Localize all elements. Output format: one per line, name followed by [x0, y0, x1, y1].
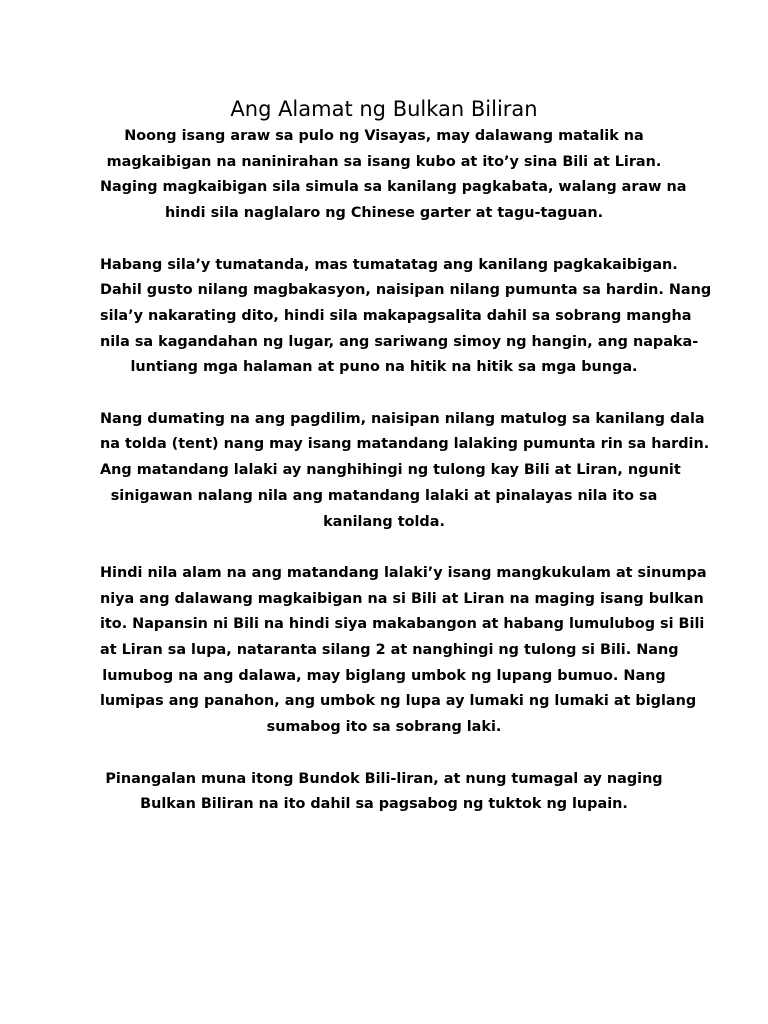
text-line: hindi sila naglalaro ng Chinese garter at tagu-taguan. [164, 205, 604, 222]
page-title: Ang Alamat ng Bulkan Biliran [230, 97, 538, 121]
text-line: Habang sila’y tumatanda, mas tumatatag ang kanilang pagkakaibigan. [100, 256, 678, 273]
text-line: lumubog na ang dalawa, may biglang umbok ng lupang bumuo. Nang [102, 667, 666, 684]
text-line: nila sa kagandahan ng lugar, ang sariwang simoy ng hangin, ang napaka- [100, 333, 699, 350]
paragraph-spacer [100, 741, 668, 767]
text-line: ito. Napansin ni Bili na hindi siya makabangon at habang lumulubog si Bili [100, 616, 705, 633]
paragraph-spacer [100, 381, 668, 407]
text-line: na tolda (tent) nang may isang matandang lalaking pumunta rin sa hardin. [100, 436, 710, 453]
text-line: lumipas ang panahon, ang umbok ng lupa ay lumaki ng lumaki at biglang [100, 693, 697, 710]
text-line: Noong isang araw sa pulo ng Visayas, may dalawang matalik na [124, 128, 644, 144]
paragraph-1 [100, 124, 687, 227]
text-line: Bulkan Biliran na ito dahil sa pagsabog ng tuktok ng lupain. [140, 796, 628, 813]
paragraph-2 [100, 253, 712, 382]
paragraph-5 [100, 767, 668, 818]
text-line: Naging magkaibigan sila simula sa kanilang pagkabata, walang araw na [100, 179, 687, 196]
text-line: Hindi nila alam na ang matandang lalaki’y isang mangkukulam at sinumpa [100, 564, 707, 581]
paragraph-4 [100, 561, 707, 741]
text-line: Ang matandang lalaki ay nanghihingi ng tulong kay Bili at Liran, ngunit [100, 462, 681, 479]
text-line: sumabog ito sa sobrang laki. [266, 719, 502, 736]
text-line: luntiang mga halaman at puno na hitik na hitik sa mga bunga. [130, 359, 638, 376]
paragraph-spacer [100, 535, 668, 561]
text-line: at Liran sa lupa, nataranta silang 2 at nanghingi ng tulong si Bili. Nang [100, 642, 679, 659]
paragraph-3 [100, 407, 710, 536]
text-line: kanilang tolda. [323, 513, 445, 530]
text-line: Pinangalan muna itong Bundok Bili-liran, at nung tumagal ay naging [105, 770, 663, 787]
document-body [100, 94, 712, 818]
text-line: niya ang dalawang magkaibigan na si Bili at Liran na maging isang bulkan [100, 590, 704, 607]
text-line: Nang dumating na ang pagdilim, naisipan nilang matulog sa kanilang dala [100, 410, 705, 427]
text-line: magkaibigan na naninirahan sa isang kubo at ito’y sina Bili at Liran. [106, 153, 662, 170]
text-line: sinigawan nalang nila ang matandang lalaki at pinalayas nila ito sa [110, 487, 658, 504]
paragraph-spacer [100, 227, 668, 253]
text-line: sila’y nakarating dito, hindi sila makapagsalita dahil sa sobrang mangha [100, 307, 692, 324]
text-line: Dahil gusto nilang magbakasyon, naisipan nilang pumunta sa hardin. Nang [100, 282, 712, 299]
